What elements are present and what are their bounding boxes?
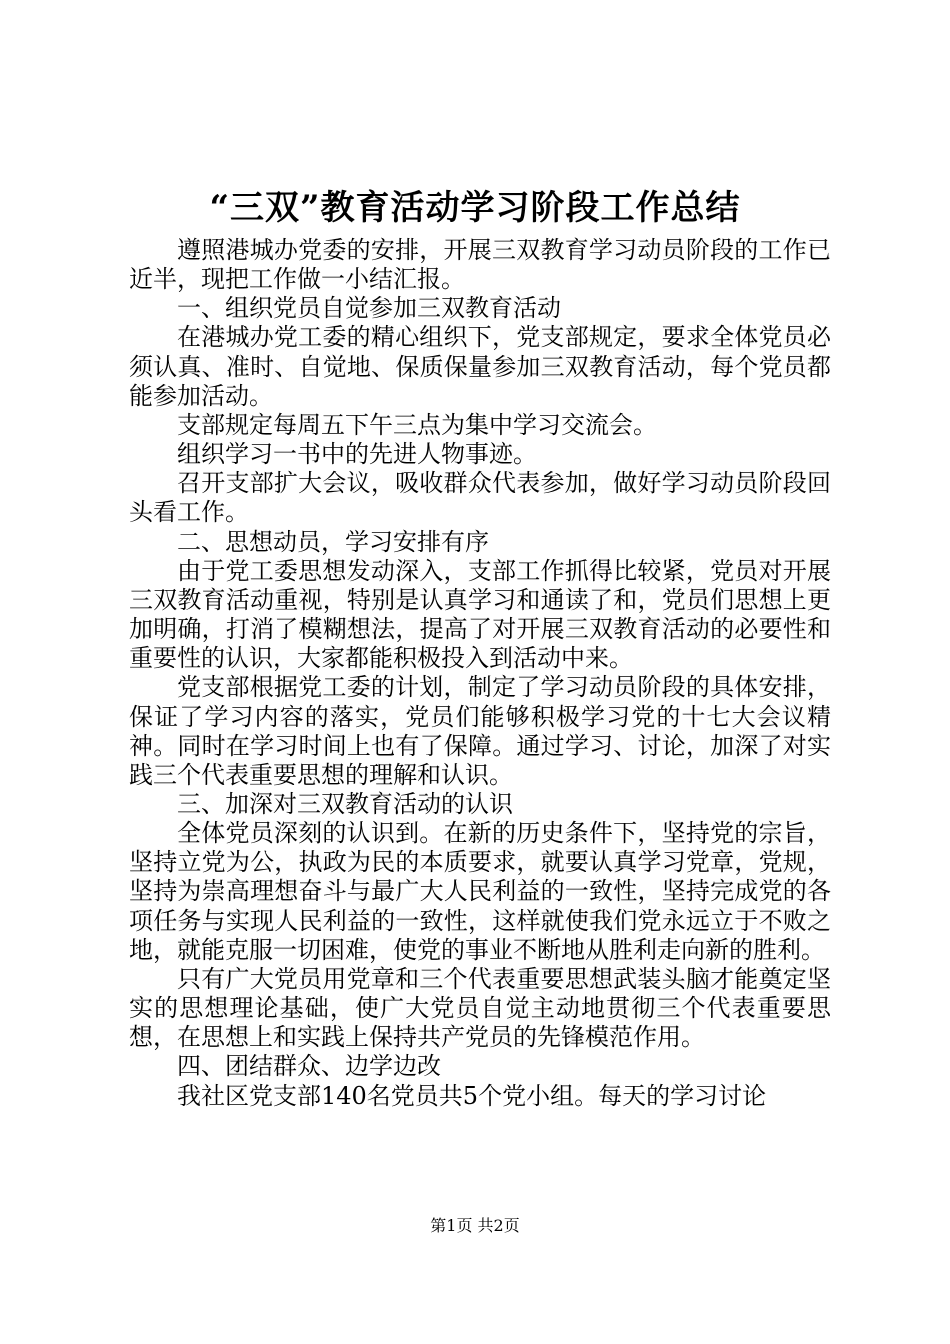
page-total: 共2页	[477, 1216, 520, 1235]
paragraph: 党支部根据党工委的计划，制定了学习动员阶段的具体安排，保证了学习内容的落实，党员们能够积极学习党的十七大会议精神。同时在学习时间上也有了保障。通过学习、讨论，加深了对实践三个代表重要思想的理解和认识。	[129, 673, 831, 789]
document-title: “三双”教育活动学习阶段工作总结	[209, 188, 741, 228]
section-heading: 三、加深对三双教育活动的认识	[177, 789, 513, 818]
section-heading: 四、团结群众、边学边改	[177, 1052, 441, 1081]
paragraph: 我社区党支部140名党员共5个党小组。每天的学习讨论	[177, 1081, 767, 1110]
paragraph: 遵照港城办党委的安排，开展三双教育学习动员阶段的工作已近半，现把工作做一小结汇报。	[129, 236, 831, 294]
page-footer	[0, 1215, 950, 1237]
paragraph: 在港城办党工委的精心组织下，党支部规定，要求全体党员必须认真、准时、自觉地、保质保量参加三双教育活动，每个党员都能参加活动。	[129, 323, 831, 410]
paragraph: 支部规定每周五下午三点为集中学习交流会。	[177, 410, 657, 439]
paragraph: 召开支部扩大会议，吸收群众代表参加，做好学习动员阶段回头看工作。	[129, 469, 831, 527]
section-heading: 二、思想动员，学习安排有序	[177, 527, 489, 556]
page-number: 第1页	[430, 1216, 473, 1235]
paragraph: 全体党员深刻的认识到。在新的历史条件下，坚持党的宗旨，坚持立党为公，执政为民的本质要求，就要认真学习党章，党规，坚持为崇高理想奋斗与最广大人民利益的一致性，坚持完成党的各项任务与实现人民利益的一致性，这样就使我们党永远立于不败之地，就能克服一切困难，使党的事业不断地从胜利走向新的胜利。	[129, 819, 831, 964]
document-body	[129, 236, 831, 1111]
section-heading: 一、组织党员自觉参加三双教育活动	[177, 294, 561, 323]
paragraph: 组织学习一书中的先进人物事迹。	[177, 440, 537, 469]
paragraph: 只有广大党员用党章和三个代表重要思想武装头脑才能奠定坚实的思想理论基础，使广大党员自觉主动地贯彻三个代表重要思想，在思想上和实践上保持共产党员的先锋模范作用。	[129, 964, 831, 1052]
paragraph: 由于党工委思想发动深入，支部工作抓得比较紧，党员对开展三双教育活动重视，特别是认真学习和通读了和，党员们思想上更加明确，打消了模糊想法，提高了对开展三双教育活动的必要性和重要性的认识，大家都能积极投入到活动中来。	[129, 556, 831, 673]
